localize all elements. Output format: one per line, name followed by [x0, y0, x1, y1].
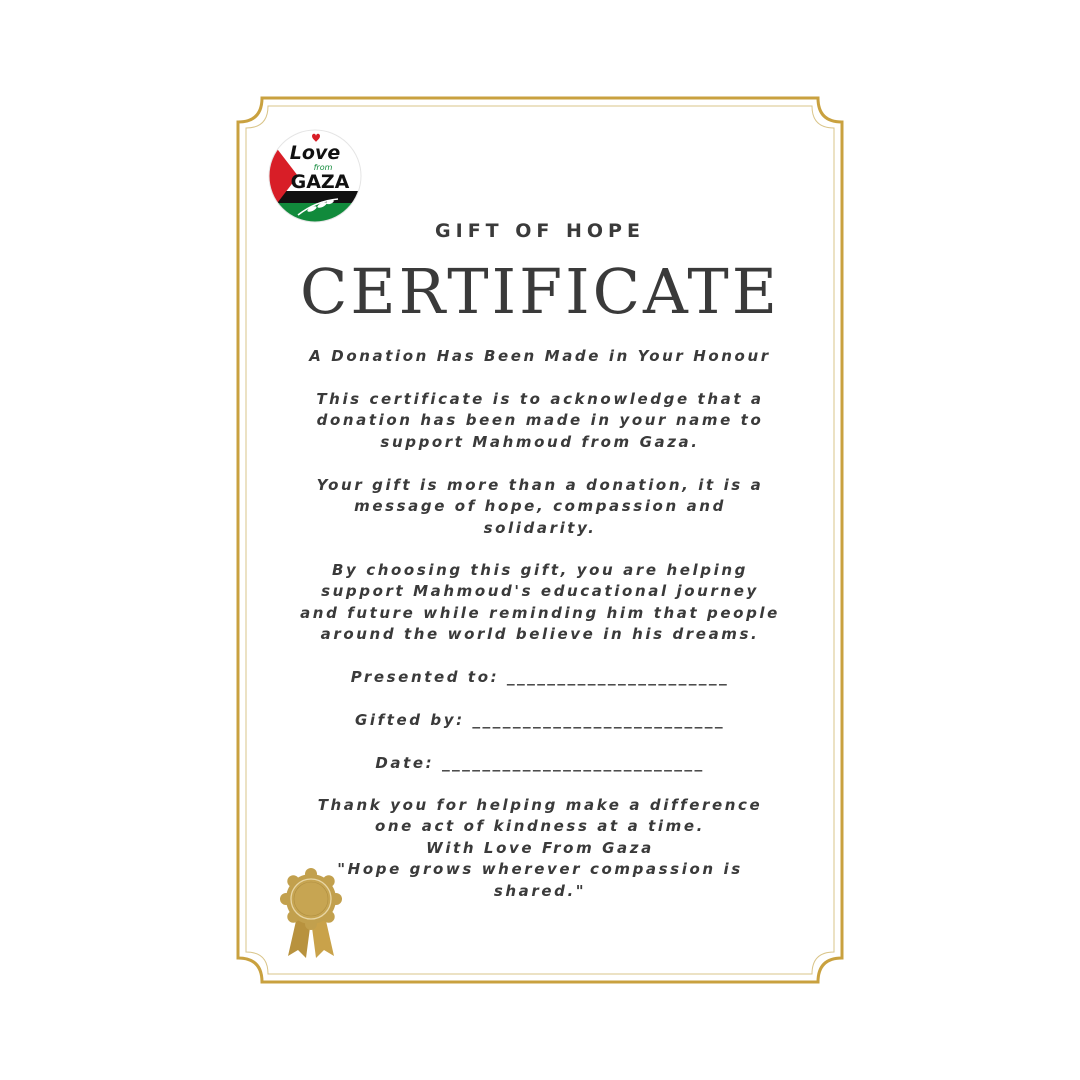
logo-love-text: Love [289, 142, 341, 164]
logo-gaza-text: GAZA [290, 171, 350, 193]
acknowledgement-paragraph: This certificate is to acknowledge that a donation has been made in your name to support Mahmoud from Gaza. [316, 390, 764, 451]
love-from-gaza-logo [268, 129, 362, 223]
gold-seal-icon [278, 868, 344, 964]
gift-meaning-paragraph: Your gift is more than a donation, it is a message of hope, compassion and solidarity. [316, 476, 764, 537]
presented-to-field: Presented to: ______________________ [350, 668, 730, 686]
certificate-title: CERTIFICATE [299, 255, 781, 328]
logo-from-text: from [313, 163, 333, 172]
closing-message: Thank you for helping make a difference one act of kindness at a time. With Love From Gaza "Hope grows wherever compassion is shared." [317, 796, 763, 900]
date-field: Date: __________________________ [375, 754, 705, 772]
support-paragraph: By choosing this gift, you are helping support Mahmoud's educational journey and future while reminding him that people around the world believe in his dreams. [300, 561, 780, 644]
certificate-subtitle: GIFT OF HOPE [435, 220, 645, 242]
gifted-by-field: Gifted by: _________________________ [354, 711, 726, 729]
honour-line: A Donation Has Been Made in Your Honour [309, 347, 771, 365]
